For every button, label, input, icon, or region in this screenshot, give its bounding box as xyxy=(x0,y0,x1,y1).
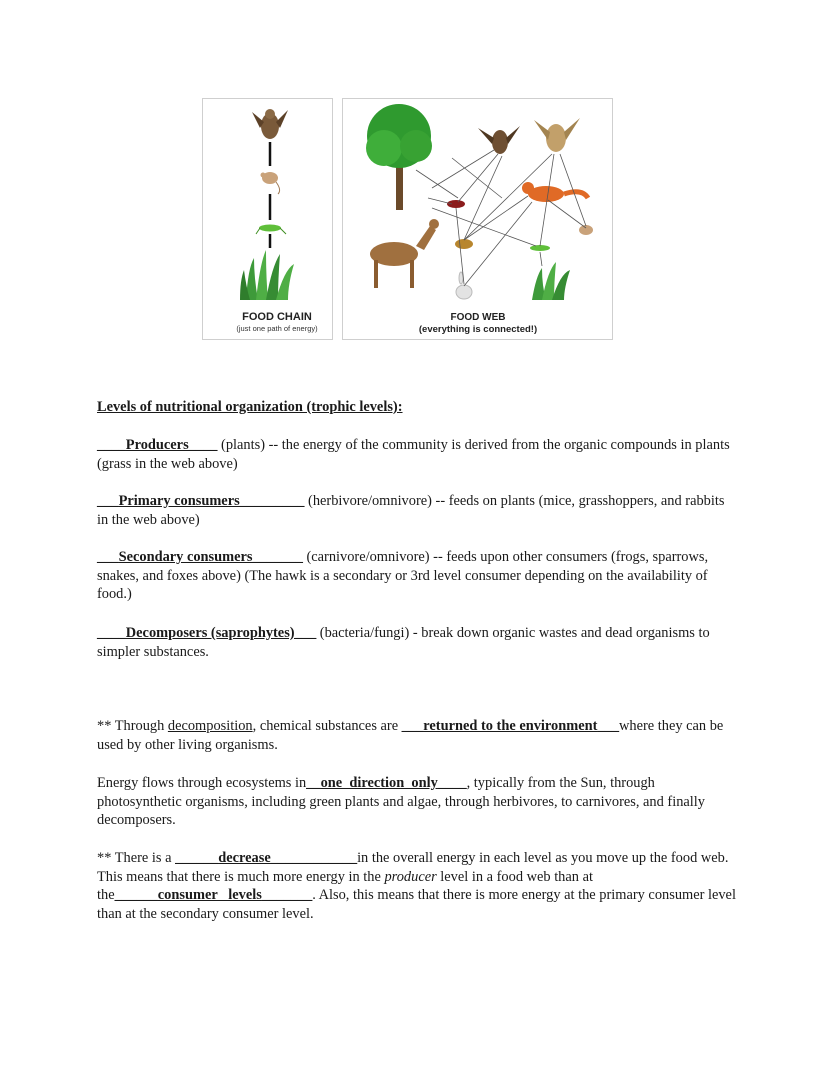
text-segment: ** There is a xyxy=(97,850,176,866)
blank-line: ____ xyxy=(188,437,218,453)
text-segment: where they can be used by other living organisms. xyxy=(97,718,724,753)
blank-line: ___ xyxy=(97,493,119,509)
answer-returned-to-environment: returned to the environment xyxy=(423,718,598,734)
food-chain-web-illustration xyxy=(202,98,613,340)
answer-producers: Producers xyxy=(125,437,189,453)
blank-line: ______ xyxy=(114,887,158,903)
level-secondary-consumers xyxy=(97,548,737,604)
blank-line: ______ xyxy=(175,850,219,866)
decomposition-paragraph xyxy=(97,717,737,754)
energy-decrease-paragraph xyxy=(97,849,737,923)
bird-icon xyxy=(447,200,465,208)
blank-line: ____ xyxy=(97,437,126,453)
section-heading: Levels of nutritional organization (trophic levels): xyxy=(97,399,403,415)
level-description: (plants) -- the energy of the community is derived from the organic compounds in plants (grass in the web above) xyxy=(97,437,730,472)
food-chain-web-figure xyxy=(202,98,613,340)
text-segment: level in a food web than at the xyxy=(97,868,593,903)
blank-line: ___ xyxy=(401,718,424,734)
level-decomposers xyxy=(97,624,737,661)
blank-line: ___ xyxy=(597,718,620,734)
text-segment: ** Through xyxy=(97,718,168,734)
blank-line: ____ xyxy=(97,625,126,641)
producer-term: producer xyxy=(384,868,437,885)
decomposition-term: decomposition xyxy=(167,718,253,734)
blank-line: ___ xyxy=(97,549,119,565)
food-web-subtitle: (everything is connected!) xyxy=(418,324,538,335)
text-segment: , typically from the Sun, through photosynthetic organisms, including green plants and algae, through herbivores, to carnivores, and finally decomposers. xyxy=(97,775,705,828)
text-segment: , chemical substances are xyxy=(252,718,402,734)
blank-line: _______ xyxy=(252,549,303,565)
energy-flow-paragraph xyxy=(97,774,737,830)
blank-line: __ xyxy=(306,775,321,791)
level-description: (carnivore/omnivore) -- feeds upon other consumers (frogs, sparrows, snakes, and foxes above) (The hawk is a secondary or 3rd level consumer depending on the availability of food.) xyxy=(97,549,709,602)
level-description: (bacteria/fungi) - break down organic wastes and dead organisms to simpler substances. xyxy=(97,625,710,660)
mouse-web-icon xyxy=(579,225,593,235)
frog-icon xyxy=(455,239,473,249)
answer-secondary-consumers: Secondary consumers xyxy=(118,549,253,565)
text-segment: in the overall energy in each level as you move up the food web. This means that there is much more energy in the xyxy=(97,850,729,885)
answer-decrease: decrease xyxy=(218,850,271,866)
text-segment: . Also, this means that there is more energy at the primary consumer level than at the secondary consumer level. xyxy=(97,887,736,922)
food-chain-title: FOOD CHAIN xyxy=(242,311,312,323)
answer-decomposers: Decomposers (saprophytes) xyxy=(125,625,295,641)
level-producers xyxy=(97,436,737,473)
answer-one-direction-only: one direction only xyxy=(320,775,438,791)
food-chain-subtitle: (just one path of energy) xyxy=(236,324,318,333)
level-description: (herbivore/omnivore) -- feeds on plants (mice, grasshoppers, and rabbits in the web above) xyxy=(97,493,725,528)
blank-line: ___ xyxy=(294,625,317,641)
blank-line: _______ xyxy=(261,887,313,903)
answer-primary-consumers: Primary consumers xyxy=(118,493,240,509)
blank-line: _________ xyxy=(239,493,305,509)
blank-line: ____ xyxy=(437,775,467,791)
answer-consumer-levels: consumer levels xyxy=(157,887,262,903)
blank-line: ____________ xyxy=(270,850,358,866)
text-segment: Energy flows through ecosystems in xyxy=(97,775,307,791)
level-primary-consumers xyxy=(97,492,737,529)
food-web-title: FOOD WEB xyxy=(450,312,506,323)
